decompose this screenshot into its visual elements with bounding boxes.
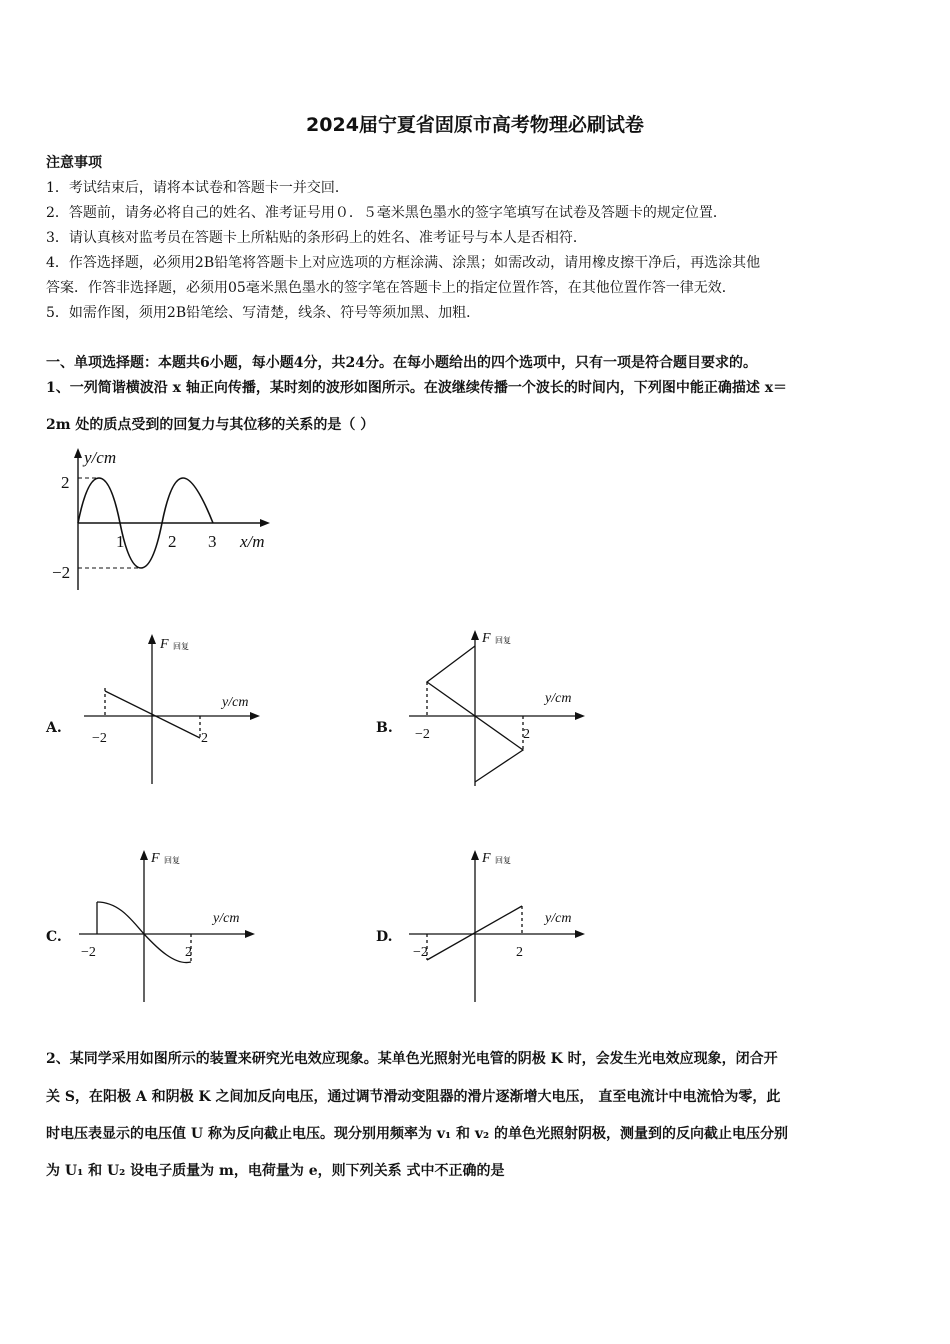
option-d-y-label: y/cm bbox=[545, 911, 572, 926]
wave-x-tick-1: 1 bbox=[116, 532, 125, 551]
question-2-line-1: 2、某同学采用如图所示的装置来研究光电效应现象。某单色光照射光电管的阴极 K 时，会发生光电效应现象，闭合开 bbox=[46, 1051, 778, 1067]
option-c-graph[interactable] bbox=[75, 844, 275, 1009]
option-d-pos-tick: 2 bbox=[516, 945, 523, 960]
notice-item-3: 3．请认真核对监考员在答题卡上所粘贴的条形码上的姓名、准考证号与本人是否相符． bbox=[46, 230, 587, 246]
option-c-f-label: F bbox=[151, 851, 160, 866]
wave-y-tick-neg2: −2 bbox=[52, 563, 71, 582]
option-a-neg-tick: −2 bbox=[92, 731, 107, 746]
option-d-f-sub: 回复 bbox=[495, 856, 511, 865]
question-1-line-1: 1、一列简谐横波沿 x 轴正向传播，某时刻的波形如图所示。在波继续传播一个波长的时间内，下列图中能正确描述 x＝ bbox=[46, 380, 788, 396]
option-d-graph[interactable] bbox=[405, 844, 605, 1009]
option-b-pos-tick: 2 bbox=[523, 727, 530, 742]
notice-item-4: 4．作答选择题，必须用2B铅笔将答题卡上对应选项的方框涂满、涂黑；如需改动，请用橡皮擦干净后，再选涂其他 bbox=[46, 255, 761, 271]
option-d-f-label: F bbox=[482, 851, 491, 866]
option-b-neg-tick: −2 bbox=[415, 727, 430, 742]
page-title: 2024届宁夏省固原市高考物理必刷试卷 bbox=[306, 114, 644, 136]
option-a-f-sub: 回复 bbox=[173, 642, 189, 651]
wave-curve bbox=[78, 478, 158, 570]
notice-heading: 注意事项 bbox=[46, 155, 102, 171]
question-2-line-4: 为 U₁ 和 U₂ 设电子质量为 m，电荷量为 e，则下列关系 式中不正确的是 bbox=[46, 1163, 505, 1179]
option-b-y-label: y/cm bbox=[545, 691, 572, 706]
option-c-y-label: y/cm bbox=[213, 911, 240, 926]
option-b-f-sub: 回复 bbox=[495, 636, 511, 645]
option-a-f-label: F bbox=[160, 637, 169, 652]
wave-x-label: x/m bbox=[240, 532, 265, 551]
option-a-y-label: y/cm bbox=[222, 695, 249, 710]
question-2-line-2: 关 S，在阳极 A 和阴极 K 之间加反向电压，通过调节滑动变阻器的滑片逐渐增大电压， 直至电流计中电流恰为零，此 bbox=[46, 1089, 781, 1105]
notice-item-1: 1．考试结束后，请将本试卷和答题卡一并交回． bbox=[46, 180, 349, 196]
wave-x-tick-3: 3 bbox=[208, 532, 217, 551]
wave-x-tick-2: 2 bbox=[168, 532, 177, 551]
option-c-label[interactable]: C. bbox=[46, 929, 62, 945]
notice-item-2: 2．答题前，请务必将自己的姓名、准考证号用０．５毫米黑色墨水的签字笔填写在试卷及答题卡的规定位置． bbox=[46, 205, 727, 221]
section-heading: 一、单项选择题：本题共6小题，每小题4分，共24分。在每小题给出的四个选项中，只有一项是符合题目要求的。 bbox=[46, 355, 757, 371]
option-b-label[interactable]: B. bbox=[376, 720, 393, 736]
notice-item-4-cont: 答案．作答非选择题，必须用05毫米黑色墨水的签字笔在答题卡上的指定位置作答，在其他位置作答一律无效． bbox=[46, 280, 736, 296]
wave-y-tick-2: 2 bbox=[61, 473, 70, 492]
wave-y-label: y/cm bbox=[84, 448, 117, 467]
option-c-pos-tick: 2 bbox=[185, 945, 192, 960]
option-c-f-sub: 回复 bbox=[164, 856, 180, 865]
question-2-line-3: 时电压表显示的电压值 U 称为反向截止电压。现分别用频率为 v₁ 和 v₂ 的单色光照射阴极，测量到的反向截止电压分别 bbox=[46, 1126, 788, 1142]
option-a-label[interactable]: A. bbox=[46, 720, 62, 736]
question-1-line-2: 2m 处的质点受到的回复力与其位移的关系的是（ ） bbox=[46, 417, 375, 433]
notice-item-5: 5．如需作图，须用2B铅笔绘、写清楚，线条、符号等须加黑、加粗． bbox=[46, 305, 481, 321]
option-b-f-label: F bbox=[482, 631, 491, 646]
option-c-neg-tick: −2 bbox=[81, 945, 96, 960]
wave-figure bbox=[40, 444, 280, 594]
option-a-graph[interactable] bbox=[80, 628, 280, 788]
option-b-graph[interactable] bbox=[405, 624, 605, 794]
option-d-neg-tick: −2 bbox=[413, 945, 428, 960]
option-d-label[interactable]: D. bbox=[376, 929, 393, 945]
option-a-pos-tick: 2 bbox=[201, 731, 208, 746]
